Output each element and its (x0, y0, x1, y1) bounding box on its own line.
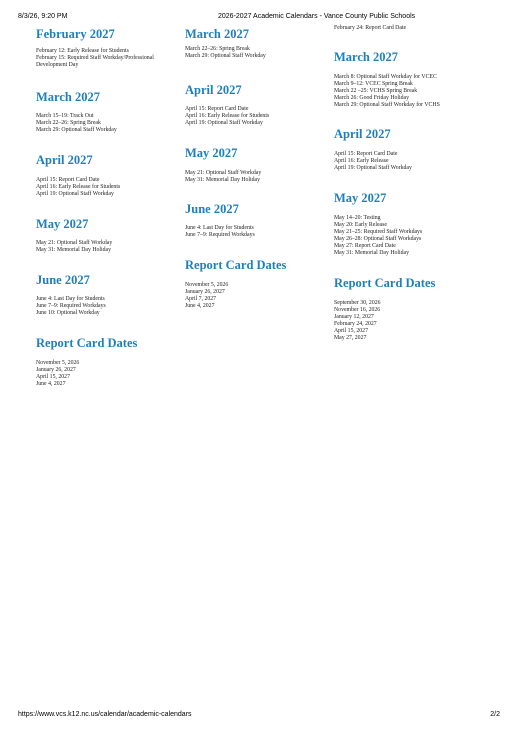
event-list (334, 74, 479, 109)
report-card-date: June 4, 2027 (185, 303, 215, 309)
report-card-date: June 4, 2027 (36, 381, 66, 387)
report-card-section (334, 276, 479, 342)
event-item: June 4: Last Day for Students (185, 225, 254, 231)
month-heading: June 2027 (185, 202, 239, 216)
report-card-date: September 30, 2026 (334, 300, 381, 306)
month-heading: March 2027 (334, 50, 398, 64)
month-heading: May 2027 (185, 146, 238, 160)
event-item: May 31: Memorial Day Holiday (185, 177, 261, 183)
report-card-date: January 12, 2027 (334, 314, 374, 320)
event-item: June 10: Optional Workday (36, 310, 100, 316)
event-list (36, 113, 181, 134)
print-footer (18, 711, 502, 723)
event-item: March 22–26: Spring Break (185, 46, 250, 52)
event-item: February 24: Report Card Date (334, 25, 407, 31)
month-section (185, 146, 330, 184)
report-card-date-list (334, 300, 479, 342)
event-item: February 15: Required Staff Workday/Professional (36, 55, 154, 61)
month-heading: April 2027 (334, 127, 391, 141)
event-item: March 29: Optional Staff Workday for VCHS (334, 102, 440, 108)
event-list (185, 46, 330, 60)
report-card-date: February 24, 2027 (334, 321, 377, 327)
month-section (334, 191, 479, 257)
print-page-title: 2026-2027 Academic Calendars - Vance County Public Schools (218, 13, 416, 20)
report-card-date: April 15, 2027 (334, 328, 368, 334)
print-datetime: 8/3/26, 9:20 PM (18, 13, 68, 20)
event-item: March 15–19: Track Out (36, 113, 94, 119)
event-item: May 31: Memorial Day Holiday (334, 250, 410, 256)
event-item: March 26: Good Friday Holiday (334, 95, 410, 101)
event-list (36, 240, 181, 254)
event-item: March 8: Optional Staff Workday for VCEC (334, 74, 437, 80)
event-item: May 31: Memorial Day Holiday (36, 247, 112, 253)
event-list (185, 170, 330, 184)
event-item: Development Day (36, 62, 79, 68)
month-heading: June 2027 (36, 273, 90, 287)
event-list (36, 48, 181, 69)
page-number: 2/2 (490, 711, 500, 718)
month-section (185, 27, 330, 60)
event-list (36, 296, 181, 317)
month-section (36, 217, 181, 254)
report-card-date: November 5, 2026 (185, 282, 229, 288)
report-card-date: November 5, 2026 (36, 360, 80, 366)
event-item: March 22–26: Spring Break (36, 120, 101, 126)
report-card-date: January 26, 2027 (36, 367, 76, 373)
month-section (185, 83, 330, 127)
event-item: April 19: Optional Staff Workday (334, 165, 412, 171)
event-item: March 29: Optional Staff Workday (36, 127, 117, 133)
month-heading: March 2027 (36, 90, 100, 104)
event-item: April 16: Early Release for Students (36, 184, 121, 190)
report-card-date-list (185, 282, 330, 310)
event-item: May 21: Optional Staff Workday (36, 240, 113, 246)
print-header (18, 13, 502, 25)
report-card-date: January 26, 2027 (185, 289, 225, 295)
month-section (334, 127, 479, 172)
event-item: April 16: Early Release (334, 158, 389, 164)
section-heading: Report Card Dates (334, 276, 436, 290)
event-item: May 14–20: Testing (334, 215, 381, 221)
event-item: June 7–9: Required Workdays (185, 232, 255, 238)
event-item: June 7–9: Required Workdays (36, 303, 106, 309)
event-list (334, 25, 479, 32)
section-heading: Report Card Dates (185, 258, 287, 272)
event-item: May 26–28: Optional Staff Workdays (334, 236, 422, 242)
event-list (185, 106, 330, 127)
event-item: April 15: Report Card Date (185, 106, 249, 112)
month-heading: May 2027 (334, 191, 387, 205)
event-item: April 19: Optional Staff Workday (36, 191, 114, 197)
event-list (36, 177, 181, 198)
report-card-date: May 27, 2027 (334, 335, 367, 341)
event-item: March 22 –25: VCHS Spring Break (334, 88, 418, 94)
month-heading: March 2027 (185, 27, 249, 41)
event-list (334, 215, 479, 257)
event-item: April 16: Early Release for Students (185, 113, 270, 119)
month-heading: April 2027 (36, 153, 93, 167)
page-url: https://www.vcs.k12.nc.us/calendar/academic-calendars (18, 711, 192, 718)
report-card-date: April 15, 2027 (36, 374, 70, 380)
event-item: April 19: Optional Staff Workday (185, 120, 263, 126)
month-section (36, 90, 181, 134)
month-heading: April 2027 (185, 83, 242, 97)
event-list (334, 151, 479, 172)
event-item: February 12: Early Release for Students (36, 48, 129, 54)
month-heading: February 2027 (36, 27, 115, 41)
event-item: March 9–12: VCEC Spring Break (334, 81, 413, 87)
report-card-date-list (36, 360, 181, 388)
event-item: May 21–25: Required Staff Workdays (334, 229, 423, 235)
report-card-date: November 16, 2026 (334, 307, 381, 313)
section-heading: Report Card Dates (36, 336, 138, 350)
event-item: May 27: Report Card Date (334, 243, 396, 249)
event-list (185, 225, 330, 239)
event-item: March 29: Optional Staff Workday (185, 53, 266, 59)
month-section (36, 153, 181, 198)
event-item: June 4: Last Day for Students (36, 296, 105, 302)
report-card-section (185, 258, 330, 310)
event-item: April 15: Report Card Date (36, 177, 100, 183)
month-section (36, 27, 181, 69)
month-section (334, 50, 479, 109)
month-section (185, 202, 330, 239)
month-heading: May 2027 (36, 217, 89, 231)
month-section (36, 273, 181, 317)
event-item: May 21: Optional Staff Workday (185, 170, 262, 176)
report-card-section (36, 336, 181, 388)
event-item: May 20: Early Release (334, 222, 387, 228)
report-card-date: April 7, 2027 (185, 296, 217, 302)
event-item: April 15: Report Card Date (334, 151, 398, 157)
